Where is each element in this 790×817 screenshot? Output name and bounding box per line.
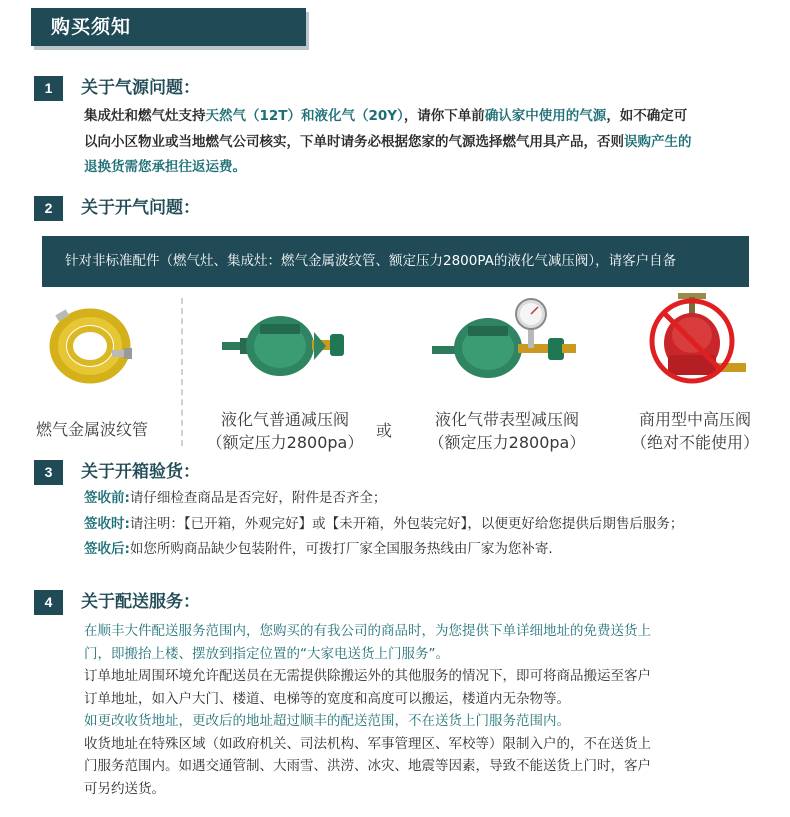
body-text: ，如不确定可	[606, 108, 688, 124]
section-title: 关于开气问题：	[81, 198, 200, 218]
product-caption: （额定压力2800pa）	[206, 433, 364, 452]
section-number: 4	[34, 590, 63, 615]
paragraph-line: 门，即搬抬上楼、摆放到指定位置的“大家电送货上门服务”。	[84, 645, 449, 662]
highlighted-text: 退换货需您承担往返运费。	[84, 159, 246, 175]
gauge-regulator-image	[432, 298, 582, 382]
divider	[181, 298, 183, 446]
highlighted-text: 天然气（12T）和液化气（20Y）	[205, 108, 404, 124]
regulator-image	[222, 312, 352, 380]
body-text: 以向小区物业或当地燃气公司核实，下单时请务必根据您家的气源选择燃气用具产品，否则	[84, 133, 624, 150]
section-title: 关于气源问题：	[81, 78, 200, 98]
paragraph-line: 可另约送货。	[84, 780, 165, 797]
commercial-regulator-image	[638, 293, 754, 389]
section-number: 3	[34, 460, 63, 485]
page-title: 购买须知	[31, 8, 306, 46]
paragraph-line: 订单地址，如入户大门、楼道、电梯等的宽度和高度可以搬运，楼道内无杂物等。	[84, 690, 570, 707]
product-caption: （绝对不能使用）	[630, 433, 759, 452]
product-caption: 燃气金属波纹管	[35, 420, 148, 439]
corrugated-hose-image	[44, 300, 136, 392]
delivery-paragraph	[84, 620, 651, 800]
paragraph-line: 如更改收货地址，更改后的地址超过顺丰的配送范围，不在送货上门服务范围内。	[84, 713, 570, 729]
body-text: ，请你下单前	[403, 108, 485, 124]
list-item: 签收前:请仔细检查商品是否完好，附件是否齐全；	[84, 490, 387, 506]
paragraph-line: 订单地址周围环境允许配送员在无需提供除搬运外的其他服务的情况下，即可将商品搬运至客户	[84, 668, 651, 684]
section-number: 1	[34, 76, 63, 101]
product-caption: （额定压力2800pa）	[428, 433, 586, 452]
section-title: 关于开箱验货：	[81, 462, 200, 482]
paragraph-line	[84, 130, 692, 156]
product-caption: 液化气带表型减压阀	[434, 410, 579, 429]
section-number: 2	[34, 196, 63, 221]
paragraph-line: 在顺丰大件配送服务范围内，您购买的有我公司的商品时，为您提供下单详细地址的免费送货上	[84, 623, 651, 639]
list-item: 签收后:如您所购商品缺少包装附件，可拨打厂家全国服务热线由厂家为您补寄.	[84, 541, 553, 557]
or-label: 或	[376, 421, 393, 440]
paragraph-line: 收货地址在特殊区域（如政府机关、司法机构、军事管理区、军校等）限制入户的，不在送货上	[84, 735, 651, 752]
product-caption: 商用型中高压阀	[638, 410, 751, 429]
inspection-list	[84, 486, 683, 563]
highlighted-text: 确认家中使用的气源	[484, 108, 607, 124]
list-item: 签收时:请注明：【已开箱，外观完好】或【未开箱，外包装完好】，以便更好给您提供后期售后服务；	[84, 515, 684, 532]
highlighted-text: 误购产生的	[624, 133, 692, 150]
product-caption: 液化气普通减压阀	[220, 410, 349, 429]
paragraph-line	[84, 104, 692, 130]
paragraph-line	[84, 155, 692, 181]
section-title: 关于配送服务：	[81, 592, 200, 612]
accessory-notice-banner: 针对非标准配件（燃气灶、集成灶：燃气金属波纹管、额定压力2800PA的液化气减压阀），请客户自备	[42, 236, 749, 287]
gas-source-paragraph	[84, 104, 692, 181]
body-text: 集成灶和燃气灶支持	[84, 108, 206, 124]
paragraph-line: 门服务范围内。如遇交通管制、大雨雪、洪涝、冰灾、地震等因素，导致不能送货上门时，客户	[84, 758, 651, 774]
